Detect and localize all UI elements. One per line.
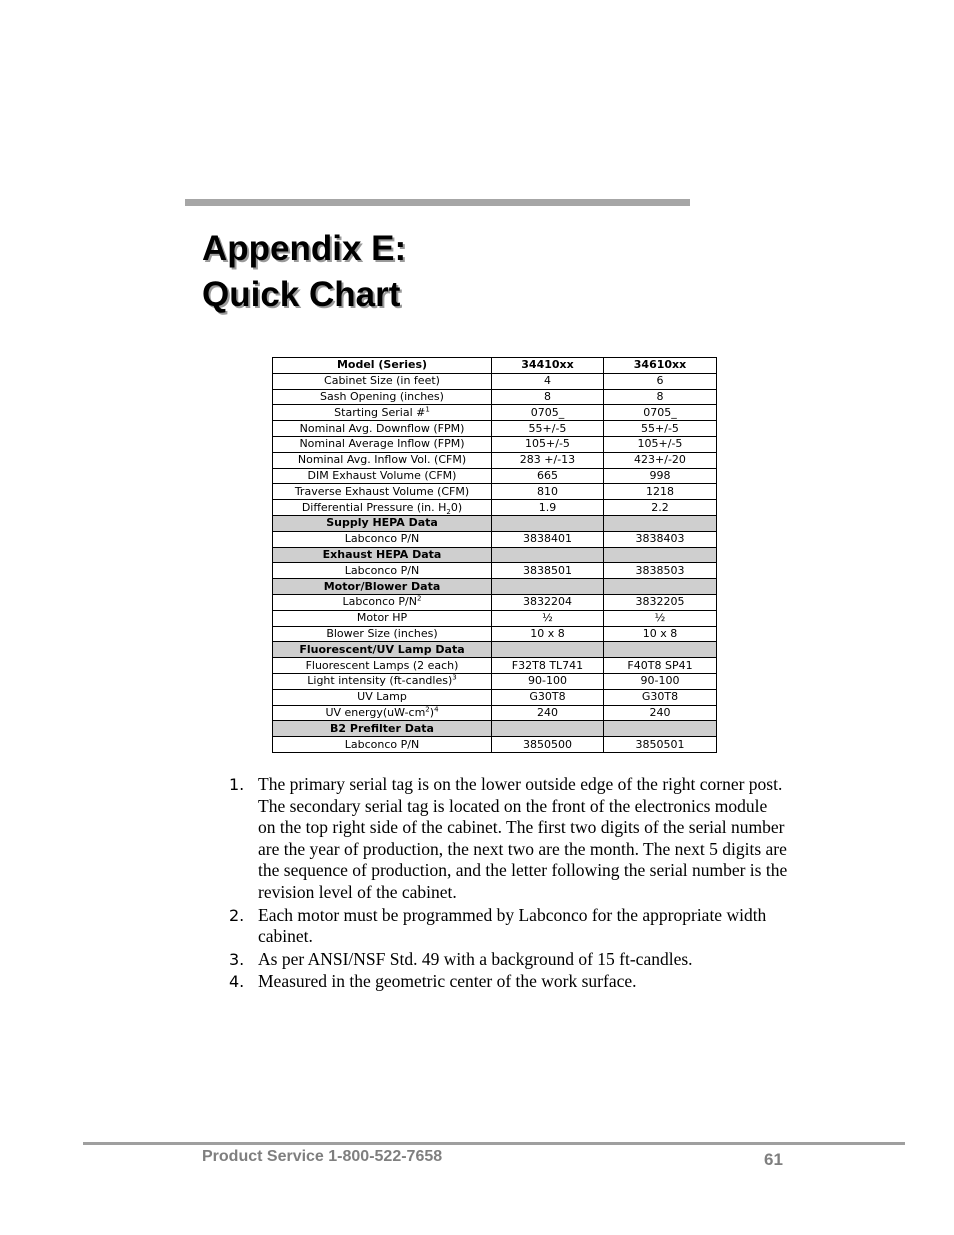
value-34610: 2.2: [604, 500, 717, 516]
title-line-1: Appendix E:: [202, 229, 407, 268]
value-34410: 105+/-5: [492, 436, 604, 452]
table-row: [273, 452, 717, 468]
section-row: [273, 579, 717, 595]
subscript: 2: [446, 507, 451, 516]
footnote-marker: 3: [452, 673, 457, 682]
footnote-marker: 1: [425, 405, 430, 414]
value-34410: F32T8 TL741: [492, 658, 604, 674]
row-label-cell: [273, 500, 492, 516]
table-row: [273, 436, 717, 452]
value-34610: 90-100: [604, 673, 717, 689]
section-empty-cell: [492, 642, 604, 658]
value-34610: 3838403: [604, 531, 717, 547]
quick-chart-table: [272, 357, 717, 753]
value-34410: G30T8: [492, 689, 604, 705]
row-label-cell: [273, 468, 492, 484]
value-34610: 55+/-5: [604, 421, 717, 437]
section-empty-cell: [492, 721, 604, 737]
section-empty-cell: [604, 515, 717, 531]
value-34610: 3832205: [604, 594, 717, 610]
row-label: Fluorescent Lamps (2 each): [305, 658, 459, 672]
product-service-text: Product Service 1-800-522-7658: [202, 1148, 443, 1165]
table-row: [273, 610, 717, 626]
row-label-cell: [273, 452, 492, 468]
section-title: Fluorescent/UV Lamp Data: [273, 642, 492, 658]
section-title: Supply HEPA Data: [273, 515, 492, 531]
note-number: 1.: [229, 775, 245, 794]
table-row: [273, 500, 717, 516]
value-34610: 8: [604, 389, 717, 405]
row-label-cell: [273, 610, 492, 626]
row-label: Light intensity (ft-candles): [307, 674, 453, 688]
row-label: Nominal Average Inflow (FPM): [299, 437, 465, 451]
footnote-marker: 2: [416, 594, 422, 603]
value-34610: 6: [604, 373, 717, 389]
list-item: [229, 971, 789, 993]
page-title: [202, 226, 406, 318]
section-empty-cell: [604, 547, 717, 563]
value-34610: 3850501: [604, 737, 717, 753]
value-34610: 1218: [604, 484, 717, 500]
note-text: Each motor must be programmed by Labconco for the appropriate width cabinet.: [258, 904, 767, 947]
row-label: UV energy(uW-cm: [325, 705, 426, 719]
table-row: [273, 626, 717, 642]
row-label: UV Lamp: [357, 690, 407, 704]
section-empty-cell: [604, 721, 717, 737]
row-label-cell: [273, 673, 492, 689]
value-34410: 8: [492, 389, 604, 405]
value-34410: 3838501: [492, 563, 604, 579]
table-row: [273, 373, 717, 389]
section-title: Exhaust HEPA Data: [273, 547, 492, 563]
row-label-cell: [273, 737, 492, 753]
row-label-cell: [273, 436, 492, 452]
value-34410: 665: [492, 468, 604, 484]
row-label-cell: [273, 626, 492, 642]
section-empty-cell: [492, 579, 604, 595]
note-text: The primary serial tag is on the lower outside edge of the right corner post. The secondary serial tag is located on the front of the electronics module on the top right side of the cabinet. The first two digits of the serial number are the year of production, the next two are the month. The next 5 digits are the sequence of production, and the letter following the serial number is the revision level of the cabinet.: [258, 774, 788, 902]
note-number: 2.: [229, 905, 245, 925]
section-title: B2 Prefilter Data: [273, 721, 492, 737]
value-34610: G30T8: [604, 689, 717, 705]
row-label-cell: [273, 484, 492, 500]
page-number: 61: [764, 1150, 783, 1169]
value-34610: 0705_: [604, 405, 717, 421]
row-label-cell: [273, 594, 492, 610]
value-34610: F40T8 SP41: [604, 658, 717, 674]
row-label: Nominal Avg. Downflow (FPM): [299, 421, 465, 435]
value-34610: 3838503: [604, 563, 717, 579]
table-row: [273, 563, 717, 579]
value-34410: 1.9: [492, 500, 604, 516]
row-label: Labconco P/N: [344, 737, 420, 751]
row-label: Labconco P/N: [344, 563, 420, 577]
section-row: [273, 547, 717, 563]
header-model: Model (Series): [273, 358, 492, 374]
row-label-cell: [273, 531, 492, 547]
value-34410: ½: [492, 610, 604, 626]
value-34410: 3850500: [492, 737, 604, 753]
row-label: Motor HP: [356, 611, 408, 625]
value-34410: 10 x 8: [492, 626, 604, 642]
value-34410: 55+/-5: [492, 421, 604, 437]
row-label: DIM Exhaust Volume (CFM): [307, 468, 457, 482]
table-row: [273, 468, 717, 484]
value-34610: 10 x 8: [604, 626, 717, 642]
table-body: [273, 373, 717, 752]
table-row: [273, 689, 717, 705]
row-label: Traverse Exhaust Volume (CFM): [294, 484, 470, 498]
row-label-cell: [273, 405, 492, 421]
row-label: Blower Size (inches): [326, 626, 438, 640]
section-empty-cell: [604, 579, 717, 595]
value-34410: 810: [492, 484, 604, 500]
table-row: [273, 673, 717, 689]
row-label-cell: [273, 658, 492, 674]
section-row: [273, 721, 717, 737]
list-item: [229, 905, 789, 948]
table-row: [273, 421, 717, 437]
table-row: [273, 737, 717, 753]
footer-rule: [83, 1142, 905, 1145]
table-row: [273, 389, 717, 405]
row-label-suffix: 0): [450, 500, 463, 514]
row-label: Differential Pressure (in. H: [301, 500, 447, 514]
row-label-cell: [273, 389, 492, 405]
value-34410: 4: [492, 373, 604, 389]
value-34610: ½: [604, 610, 717, 626]
table-row: [273, 531, 717, 547]
table-row: [273, 705, 717, 721]
header-rule: [185, 199, 690, 206]
row-label: Labconco P/N: [342, 595, 417, 609]
list-item: [229, 949, 789, 971]
row-label: Labconco P/N: [344, 532, 420, 546]
table-row: [273, 594, 717, 610]
value-34410: 0705_: [492, 405, 604, 421]
row-label-cell: [273, 373, 492, 389]
value-34410: 3832204: [492, 594, 604, 610]
footnote-marker: 4: [434, 705, 439, 714]
header-series-34410: 34410xx: [492, 358, 604, 374]
section-row: [273, 642, 717, 658]
value-34410: 283 +/-13: [492, 452, 604, 468]
row-label: Sash Opening (inches): [320, 389, 444, 403]
value-34410: 240: [492, 705, 604, 721]
value-34610: 240: [604, 705, 717, 721]
value-34610: 105+/-5: [604, 436, 717, 452]
value-34610: 423+/-20: [604, 452, 717, 468]
row-label-cell: [273, 689, 492, 705]
note-text: As per ANSI/NSF Std. 49 with a background of 15 ft-candles.: [258, 948, 693, 969]
title-line-2: Quick Chart: [202, 275, 401, 314]
section-empty-cell: [492, 515, 604, 531]
list-item: [229, 774, 789, 904]
table-row: [273, 484, 717, 500]
note-text: Measured in the geometric center of the work surface.: [258, 971, 637, 992]
footnotes-list: [229, 774, 789, 994]
footnote-marker: 2: [425, 705, 430, 714]
row-label: Starting Serial #: [334, 405, 426, 419]
note-number: 4.: [229, 972, 245, 992]
row-label-suffix: ): [429, 705, 435, 719]
value-34410: 3838401: [492, 531, 604, 547]
header-series-34610: 34610xx: [604, 358, 717, 374]
row-label: Cabinet Size (in feet): [324, 374, 440, 388]
note-number: 3.: [229, 949, 245, 969]
table-row: [273, 405, 717, 421]
row-label-cell: [273, 563, 492, 579]
section-row: [273, 515, 717, 531]
row-label-cell: [273, 421, 492, 437]
section-empty-cell: [604, 642, 717, 658]
section-empty-cell: [492, 547, 604, 563]
table-header-row: [273, 358, 717, 374]
row-label: Nominal Avg. Inflow Vol. (CFM): [297, 453, 467, 467]
table-row: [273, 658, 717, 674]
row-label-cell: [273, 705, 492, 721]
value-34610: 998: [604, 468, 717, 484]
section-title: Motor/Blower Data: [273, 579, 492, 595]
value-34410: 90-100: [492, 673, 604, 689]
